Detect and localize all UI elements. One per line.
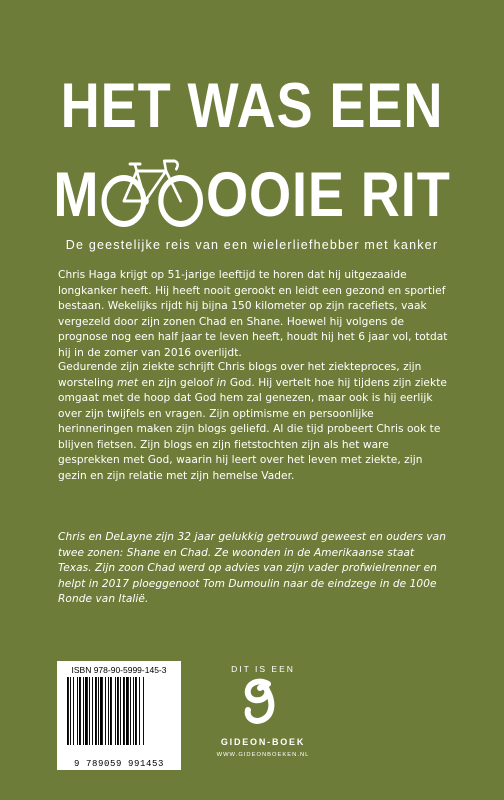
paragraph-2: Gedurende zijn ziekte schrijft Chris blogs over het ziekteproces, zijn worsteling met en zijn geloof in God. Hij vertelt hoe hij tijdens zijn ziekte omgaat met de hoop dat God hem zal genezen, maar ook is hij eerlijk over zijn twijfels en vragen. Zijn optimisme en persoonlijke herinneringen maken zijn blogs geliefd. Al die tijd probeert Chris ook te blijven fietsen. Zijn blogs en zijn fietstochten zijn als het ware gesprekken met God, waarin hij leert over het leven met ziekte, zijn gezin en zijn relatie met zijn hemelse Vader. [58, 361, 447, 482]
title-letters-ie-rit: IE RIT [291, 160, 451, 230]
isbn-label: ISBN 978-90-5999-145-3 [71, 665, 167, 675]
bicycle-icon [101, 157, 204, 229]
publisher-name: GIDEON-BOEK [220, 737, 306, 747]
publisher-website: WWW.GIDEONBOEKEN.NL [216, 752, 310, 758]
publisher-tagline: DIT IS EEN [231, 664, 295, 674]
title-line-2: M OO IE RIT [35, 155, 468, 227]
paragraph-1: Chris Haga krijgt op 51-jarige leeftijd te horen dat hij uitgezaaide longkanker heeft. Hij heeft nooit gerookt en leidt een gezond en sportief bestaan. Wekelijks rijdt hij bijna 150 kilometer op zijn racefiets, vaak vergezeld door zijn zonen Chad en Shane. Hoewel hij volgens de prognose nog een half jaar te leven heeft, houdt hij het 6 jaar vol, totdat hij in de zomer van 2016 overlijdt. [58, 269, 448, 359]
barcode [57, 661, 181, 770]
title-letter-m: M [53, 160, 100, 230]
gideon-logo-icon [238, 678, 288, 726]
subtitle: De geestelijke reis van een wielerliefhebber met kanker [65, 238, 439, 252]
barcode-digits: 9 789059 991453 [73, 759, 164, 769]
barcode-bars [67, 677, 171, 757]
title-line-1: HET WAS EEN [60, 71, 444, 141]
paragraph-3: Chris en DeLayne zijn 32 jaar gelukkig getrouwd geweest en ouders van twee zonen: Shane en Chad. Ze woonden in de Amerikaanse staat Texas. Zijn zoon Chad werd op advies van zijn vader profwielrenner en helpt in 2017 ploeggenoot Tom Dumoulin naar de eindzege in de 100e Ronde van Italië. [58, 531, 446, 605]
